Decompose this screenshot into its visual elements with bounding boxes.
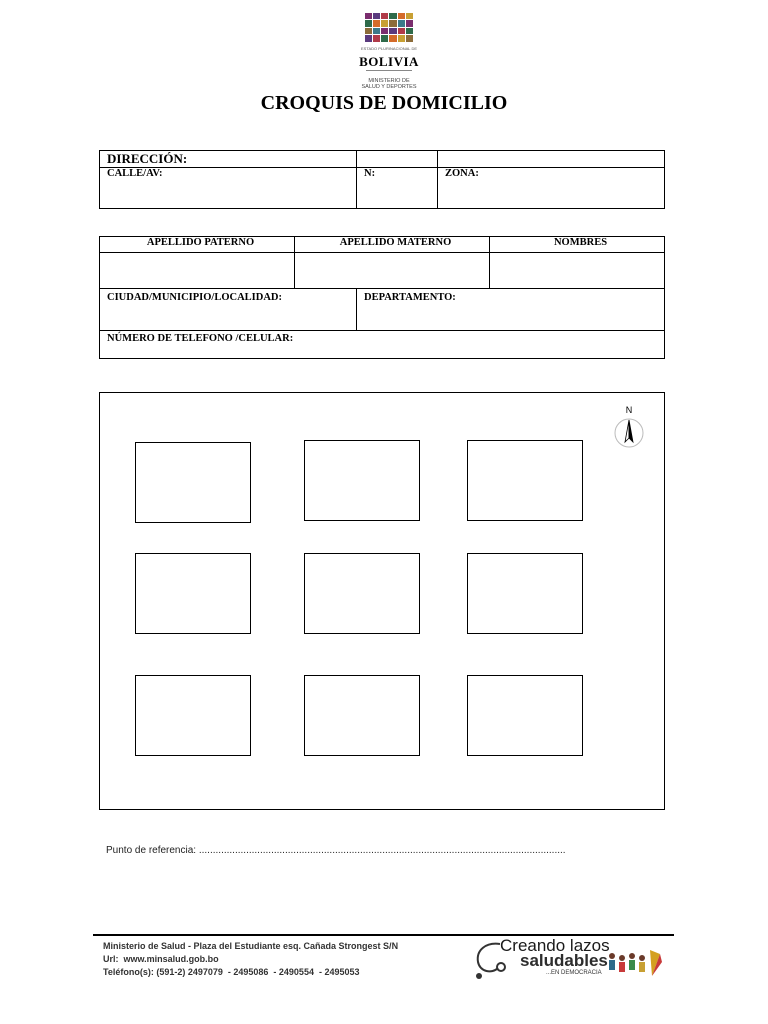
zona-label: ZONA:: [445, 168, 479, 179]
calle-field[interactable]: [100, 168, 357, 209]
departamento-field[interactable]: [357, 289, 665, 331]
apellido-paterno-field[interactable]: [100, 253, 295, 289]
address-table: [99, 150, 665, 209]
numero-label: N:: [364, 168, 376, 179]
logo-tile: [406, 28, 413, 35]
brand-line1: Creando lazos: [500, 936, 610, 955]
logo-tile: [398, 13, 405, 20]
logo-tile: [365, 28, 372, 35]
sketch-area[interactable]: [99, 392, 665, 810]
city-block: [304, 553, 420, 634]
apellido-materno-field[interactable]: [295, 253, 490, 289]
reference-point-line[interactable]: Punto de referencia: ....................................................................................................................................: [106, 845, 566, 856]
city-block: [467, 553, 583, 634]
footer-url: Url: www.minsalud.gob.bo: [103, 954, 219, 964]
footer-phones: Teléfono(s): (591-2) 2497079 - 2495086 - 2490554 - 2495053: [103, 967, 360, 977]
logo-tile: [373, 13, 380, 20]
city-block: [304, 675, 420, 756]
brand-line3: ...EN DEMOCRACIA: [546, 970, 602, 976]
city-block: [304, 440, 420, 521]
person-table: [99, 236, 665, 289]
logo-tile: [389, 20, 396, 27]
direccion-blank-1[interactable]: [357, 151, 438, 168]
footer-contact: [103, 940, 398, 979]
footer-address: Ministerio de Salud - Plaza del Estudiante esq. Cañada Strongest S/N: [103, 941, 399, 951]
logo-ministry: [352, 78, 426, 90]
compass-icon: [612, 404, 648, 452]
page-title: CROQUIS DE DOMICILIO: [260, 92, 508, 114]
logo-tile: [398, 20, 405, 27]
logo-tile: [365, 35, 372, 42]
city-block: [467, 675, 583, 756]
logo-tile: [381, 20, 388, 27]
telefono-field[interactable]: [100, 331, 665, 359]
logo-tile: [406, 35, 413, 42]
logo-mosaic-icon: [364, 12, 414, 42]
logo-tile: [406, 20, 413, 27]
location-table: [99, 288, 665, 359]
col-apellido-paterno: APELLIDO PATERNO: [100, 237, 295, 253]
departamento-label: DEPARTAMENTO:: [364, 292, 456, 303]
logo-tile: [381, 28, 388, 35]
city-block: [467, 440, 583, 521]
direccion-label: DIRECCIÓN:: [100, 151, 357, 168]
logo-tile: [373, 28, 380, 35]
logo-country: BOLIVIA: [359, 54, 419, 69]
col-apellido-materno: APELLIDO MATERNO: [295, 237, 490, 253]
calle-label: CALLE/AV:: [107, 168, 163, 179]
ciudad-field[interactable]: [100, 289, 357, 331]
ciudad-label: CIUDAD/MUNICIPIO/LOCALIDAD:: [107, 292, 283, 303]
direccion-blank-2[interactable]: [438, 151, 665, 168]
people-icon: [606, 950, 662, 980]
logo-ministry-line2: SALUD Y DEPORTES: [361, 84, 417, 90]
logo-top-text: ESTADO PLURINACIONAL DE: [360, 46, 417, 51]
campaign-logo: [472, 936, 662, 992]
logo-tile: [373, 20, 380, 27]
logo-tile: [381, 35, 388, 42]
logo-tile: [389, 35, 396, 42]
city-block: [135, 553, 251, 634]
logo-tile: [389, 28, 396, 35]
logo-tile: [389, 13, 396, 20]
logo-tile: [398, 28, 405, 35]
bolivia-logo: [352, 10, 426, 92]
north-label: N: [625, 405, 633, 415]
nombres-field[interactable]: [490, 253, 665, 289]
logo-divider: [366, 70, 412, 71]
logo-tile: [398, 35, 405, 42]
city-block: [135, 675, 251, 756]
brand-line2: saludables: [520, 951, 608, 970]
logo-tile: [365, 13, 372, 20]
numero-field[interactable]: [357, 168, 438, 209]
city-block: [135, 442, 251, 523]
logo-tile: [373, 35, 380, 42]
logo-tile: [406, 13, 413, 20]
zona-field[interactable]: [438, 168, 665, 209]
col-nombres: NOMBRES: [490, 237, 665, 253]
logo-ministry-line1: MINISTERIO DE: [368, 78, 410, 84]
telefono-label: NÚMERO DE TELEFONO /CELULAR:: [107, 333, 294, 344]
logo-tile: [365, 20, 372, 27]
logo-tile: [381, 13, 388, 20]
